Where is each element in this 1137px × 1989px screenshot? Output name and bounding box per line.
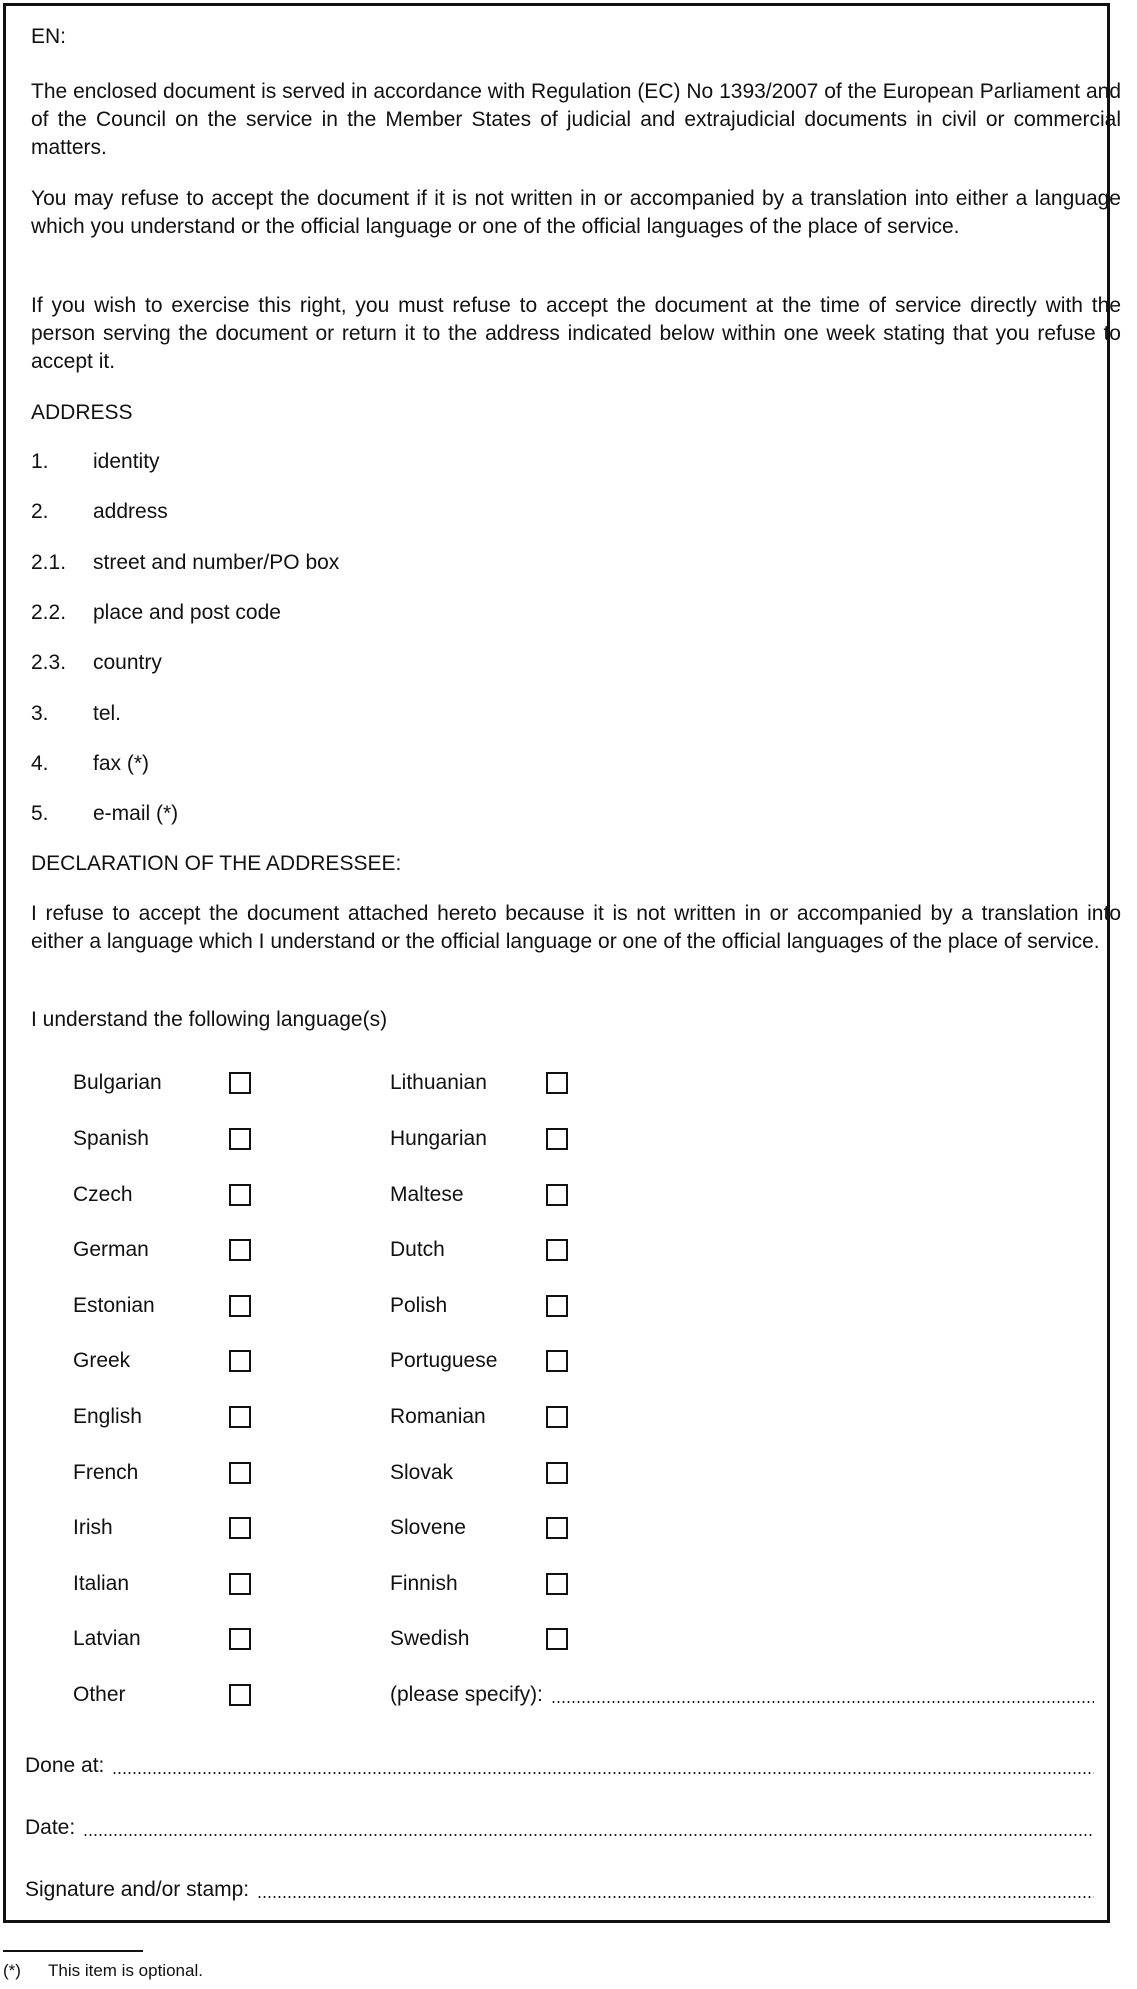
language-code: EN:: [31, 25, 67, 48]
address-item-place: place and post code: [93, 601, 281, 624]
language-label-bulgarian: Bulgarian: [73, 1071, 162, 1094]
language-label-estonian: Estonian: [73, 1294, 155, 1317]
address-item-fax: fax (*): [93, 752, 150, 775]
language-label-irish: Irish: [73, 1516, 113, 1539]
address-item-address: address: [93, 500, 168, 523]
date-field[interactable]: [83, 1834, 1094, 1836]
done-at-label: Done at:: [25, 1754, 105, 1777]
language-label-spanish: Spanish: [73, 1127, 149, 1150]
address-item-number: 3.: [31, 702, 49, 725]
paragraph-exercise-right: If you wish to exercise this right, you must refuse to accept the document at the time of service directly with the person serving the document or return it to the address indicated below within one week stating that you refuse to accept it.: [31, 294, 1121, 373]
signature-label: Signature and/or stamp:: [25, 1878, 250, 1901]
checkbox-italian[interactable]: [229, 1573, 251, 1595]
footnote-separator: [3, 1950, 143, 1952]
language-label-german: German: [73, 1238, 149, 1261]
language-label-finnish: Finnish: [390, 1572, 458, 1595]
checkbox-english[interactable]: [229, 1406, 251, 1428]
language-label-maltese: Maltese: [390, 1183, 464, 1206]
checkbox-german[interactable]: [229, 1239, 251, 1261]
checkbox-lithuanian[interactable]: [546, 1072, 568, 1094]
signature-field[interactable]: [257, 1896, 1094, 1898]
language-label-italian: Italian: [73, 1572, 130, 1595]
language-label-czech: Czech: [73, 1183, 133, 1206]
language-label-french: French: [73, 1461, 139, 1484]
form-frame: [3, 3, 1121, 1923]
language-label-polish: Polish: [390, 1294, 448, 1317]
checkbox-latvian[interactable]: [229, 1628, 251, 1650]
done-at-row: [25, 1752, 1094, 1780]
checkbox-bulgarian[interactable]: [229, 1072, 251, 1094]
please-specify-label: (please specify):: [390, 1683, 543, 1706]
checkbox-portuguese[interactable]: [546, 1350, 568, 1372]
please-specify-field[interactable]: [551, 1701, 1094, 1703]
checkbox-greek[interactable]: [229, 1350, 251, 1372]
paragraph-regulation: The enclosed document is served in accordance with Regulation (EC) No 1393/2007 of the European Parliament and of the Council on the service in the Member States of judicial and extrajudicial documents in civil or commercial matters.: [31, 80, 1121, 159]
address-item-number: 5.: [31, 802, 49, 825]
checkbox-slovene[interactable]: [546, 1517, 568, 1539]
language-label-latvian: Latvian: [73, 1627, 141, 1650]
checkbox-maltese[interactable]: [546, 1184, 568, 1206]
checkbox-estonian[interactable]: [229, 1295, 251, 1317]
paragraph-refusal-right: You may refuse to accept the document if it is not written in or accompanied by a translation into either a language which you understand or the official language or one of the official languages of the place of service.: [31, 187, 1121, 238]
checkbox-dutch[interactable]: [546, 1239, 568, 1261]
language-label-slovene: Slovene: [390, 1516, 466, 1539]
checkbox-finnish[interactable]: [546, 1573, 568, 1595]
address-item-street: street and number/PO box: [93, 551, 340, 574]
language-label-dutch: Dutch: [390, 1238, 445, 1261]
checkbox-irish[interactable]: [229, 1517, 251, 1539]
address-item-number: 2.1.: [31, 551, 67, 574]
checkbox-other[interactable]: [229, 1684, 251, 1706]
address-heading: ADDRESS: [31, 401, 133, 424]
declaration-heading: DECLARATION OF THE ADDRESSEE:: [31, 852, 402, 875]
language-label-greek: Greek: [73, 1349, 131, 1372]
language-label-other: Other: [73, 1683, 126, 1706]
done-at-field[interactable]: [112, 1772, 1094, 1774]
language-label-hungarian: Hungarian: [390, 1127, 487, 1150]
checkbox-spanish[interactable]: [229, 1128, 251, 1150]
checkbox-slovak[interactable]: [546, 1462, 568, 1484]
language-label-swedish: Swedish: [390, 1627, 470, 1650]
checkbox-czech[interactable]: [229, 1184, 251, 1206]
please-specify-row: [390, 1681, 1094, 1709]
language-label-romanian: Romanian: [390, 1405, 486, 1428]
language-label-slovak: Slovak: [390, 1461, 454, 1484]
address-item-number: 2.: [31, 500, 49, 523]
checkbox-romanian[interactable]: [546, 1406, 568, 1428]
checkbox-swedish[interactable]: [546, 1628, 568, 1650]
language-label-lithuanian: Lithuanian: [390, 1071, 487, 1094]
languages-intro: I understand the following language(s): [31, 1008, 388, 1031]
date-label: Date:: [25, 1816, 76, 1839]
address-item-number: 2.2.: [31, 601, 67, 624]
signature-row: [25, 1876, 1094, 1904]
language-label-english: English: [73, 1405, 142, 1428]
checkbox-french[interactable]: [229, 1462, 251, 1484]
date-row: [25, 1814, 1094, 1842]
footnote-text: This item is optional.: [48, 1961, 203, 1980]
language-label-portuguese: Portuguese: [390, 1349, 498, 1372]
address-item-country: country: [93, 651, 162, 674]
checkbox-polish[interactable]: [546, 1295, 568, 1317]
address-item-identity: identity: [93, 450, 160, 473]
declaration-text: I refuse to accept the document attached hereto because it is not written in or accompanied by a translation into either a language which I understand or the official language or one of the official languages of the place of service.: [31, 902, 1121, 953]
address-item-number: 4.: [31, 752, 49, 775]
address-item-email: e-mail (*): [93, 802, 179, 825]
address-item-number: 1.: [31, 450, 49, 473]
address-item-tel: tel.: [93, 702, 122, 725]
address-item-number: 2.3.: [31, 651, 67, 674]
footnote-mark: (*): [3, 1961, 21, 1980]
checkbox-hungarian[interactable]: [546, 1128, 568, 1150]
